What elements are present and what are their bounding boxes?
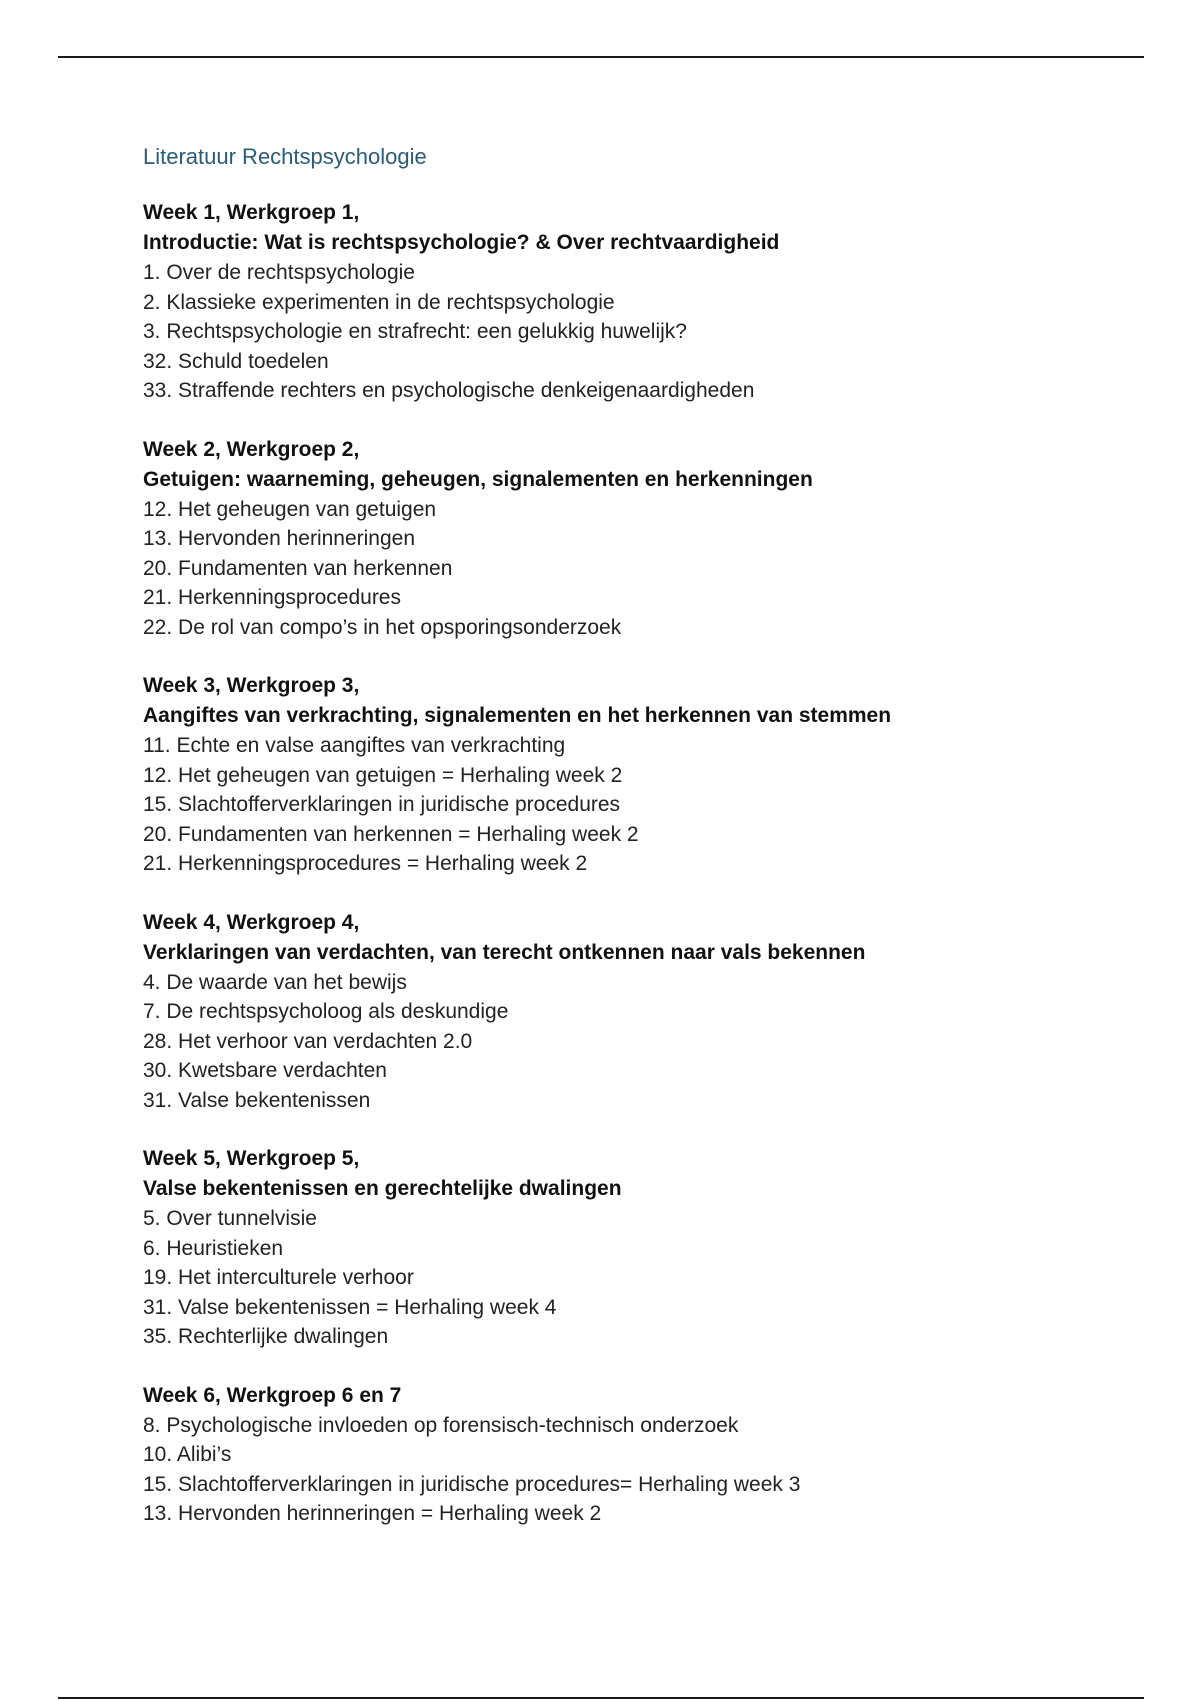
reading-item: 20. Fundamenten van herkennen = Herhaling week 2 — [143, 822, 639, 846]
reading-item: 1. Over de rechtspsychologie — [143, 261, 415, 284]
week-heading: Week 1, Werkgroep 1, — [143, 201, 360, 224]
week-heading: Week 5, Werkgroep 5, — [143, 1147, 360, 1170]
week-topic: Introductie: Wat is rechtspsychologie? & Over rechtvaardigheid — [143, 231, 780, 254]
reading-item: 13. Hervonden herinneringen — [143, 527, 416, 550]
reading-item: 22. De rol van compo’s in het opsporingsonderzoek — [143, 615, 622, 639]
reading-item: 35. Rechterlijke dwalingen — [143, 1325, 389, 1348]
week-heading: Week 3, Werkgroep 3, — [143, 674, 360, 697]
reading-item: 6. Heuristieken — [143, 1236, 284, 1260]
reading-list — [143, 495, 1143, 643]
reading-item: 32. Schuld toedelen — [143, 349, 329, 373]
reading-item: 21. Herkenningsprocedures — [143, 586, 401, 609]
week-heading: Week 4, Werkgroep 4, — [143, 910, 360, 934]
week-section-2 — [143, 435, 1143, 643]
week-heading: Week 2, Werkgroep 2, — [143, 437, 360, 461]
week-topic: Valse bekentenissen en gerechtelijke dwalingen — [143, 1177, 622, 1200]
week-topic: Verklaringen van verdachten, van terecht ontkennen naar vals bekennen — [143, 940, 866, 964]
reading-item: 20. Fundamenten van herkennen — [143, 556, 453, 580]
reading-list — [143, 1411, 1143, 1529]
week-topic: Getuigen: waarneming, geheugen, signalementen en herkenningen — [143, 467, 813, 491]
reading-item: 19. Het interculturele verhoor — [143, 1266, 414, 1289]
reading-item: 21. Herkenningsprocedures = Herhaling week 2 — [143, 852, 588, 875]
reading-list — [143, 968, 1143, 1116]
document-title: Literatuur Rechtspsychologie — [143, 144, 427, 169]
reading-item: 11. Echte en valse aangiftes van verkrachting — [143, 734, 566, 757]
week-heading: Week 6, Werkgroep 6 en 7 — [143, 1383, 402, 1407]
header-rule — [58, 56, 1144, 58]
reading-item: 2. Klassieke experimenten in de rechtspsychologie — [143, 290, 615, 314]
reading-item: 31. Valse bekentenissen = Herhaling week 4 — [143, 1295, 557, 1319]
week-section-4 — [143, 908, 1143, 1116]
reading-list — [143, 1204, 1143, 1352]
reading-item: 15. Slachtofferverklaringen in juridische procedures= Herhaling week 3 — [143, 1472, 801, 1496]
reading-item: 31. Valse bekentenissen — [143, 1088, 371, 1112]
reading-item: 5. Over tunnelvisie — [143, 1207, 317, 1230]
week-section-5 — [143, 1144, 1143, 1352]
reading-item: 30. Kwetsbare verdachten — [143, 1059, 387, 1082]
reading-list — [143, 731, 1143, 879]
reading-item: 12. Het geheugen van getuigen = Herhaling week 2 — [143, 763, 623, 787]
reading-item: 13. Hervonden herinneringen = Herhaling week 2 — [143, 1502, 602, 1525]
week-section-1 — [143, 198, 1143, 406]
reading-item: 10. Alibi’s — [143, 1443, 232, 1466]
reading-item: 12. Het geheugen van getuigen — [143, 497, 437, 521]
reading-item: 15. Slachtofferverklaringen in juridische procedures — [143, 793, 621, 816]
footer-rule — [58, 1697, 1144, 1699]
week-section-3 — [143, 671, 1143, 879]
reading-item: 7. De rechtspsycholoog als deskundige — [143, 1000, 509, 1023]
reading-item: 8. Psychologische invloeden op forensisch-technisch onderzoek — [143, 1413, 739, 1437]
week-section-6 — [143, 1381, 1143, 1529]
reading-item: 3. Rechtspsychologie en strafrecht: een gelukkig huwelijk? — [143, 320, 687, 343]
reading-list — [143, 258, 1143, 406]
reading-item: 28. Het verhoor van verdachten 2.0 — [143, 1029, 473, 1053]
week-topic: Aangiftes van verkrachting, signalementen en het herkennen van stemmen — [143, 704, 892, 727]
reading-item: 33. Straffende rechters en psychologische denkeigenaardigheden — [143, 379, 755, 402]
document-body — [143, 142, 1143, 1558]
reading-item: 4. De waarde van het bewijs — [143, 970, 407, 994]
